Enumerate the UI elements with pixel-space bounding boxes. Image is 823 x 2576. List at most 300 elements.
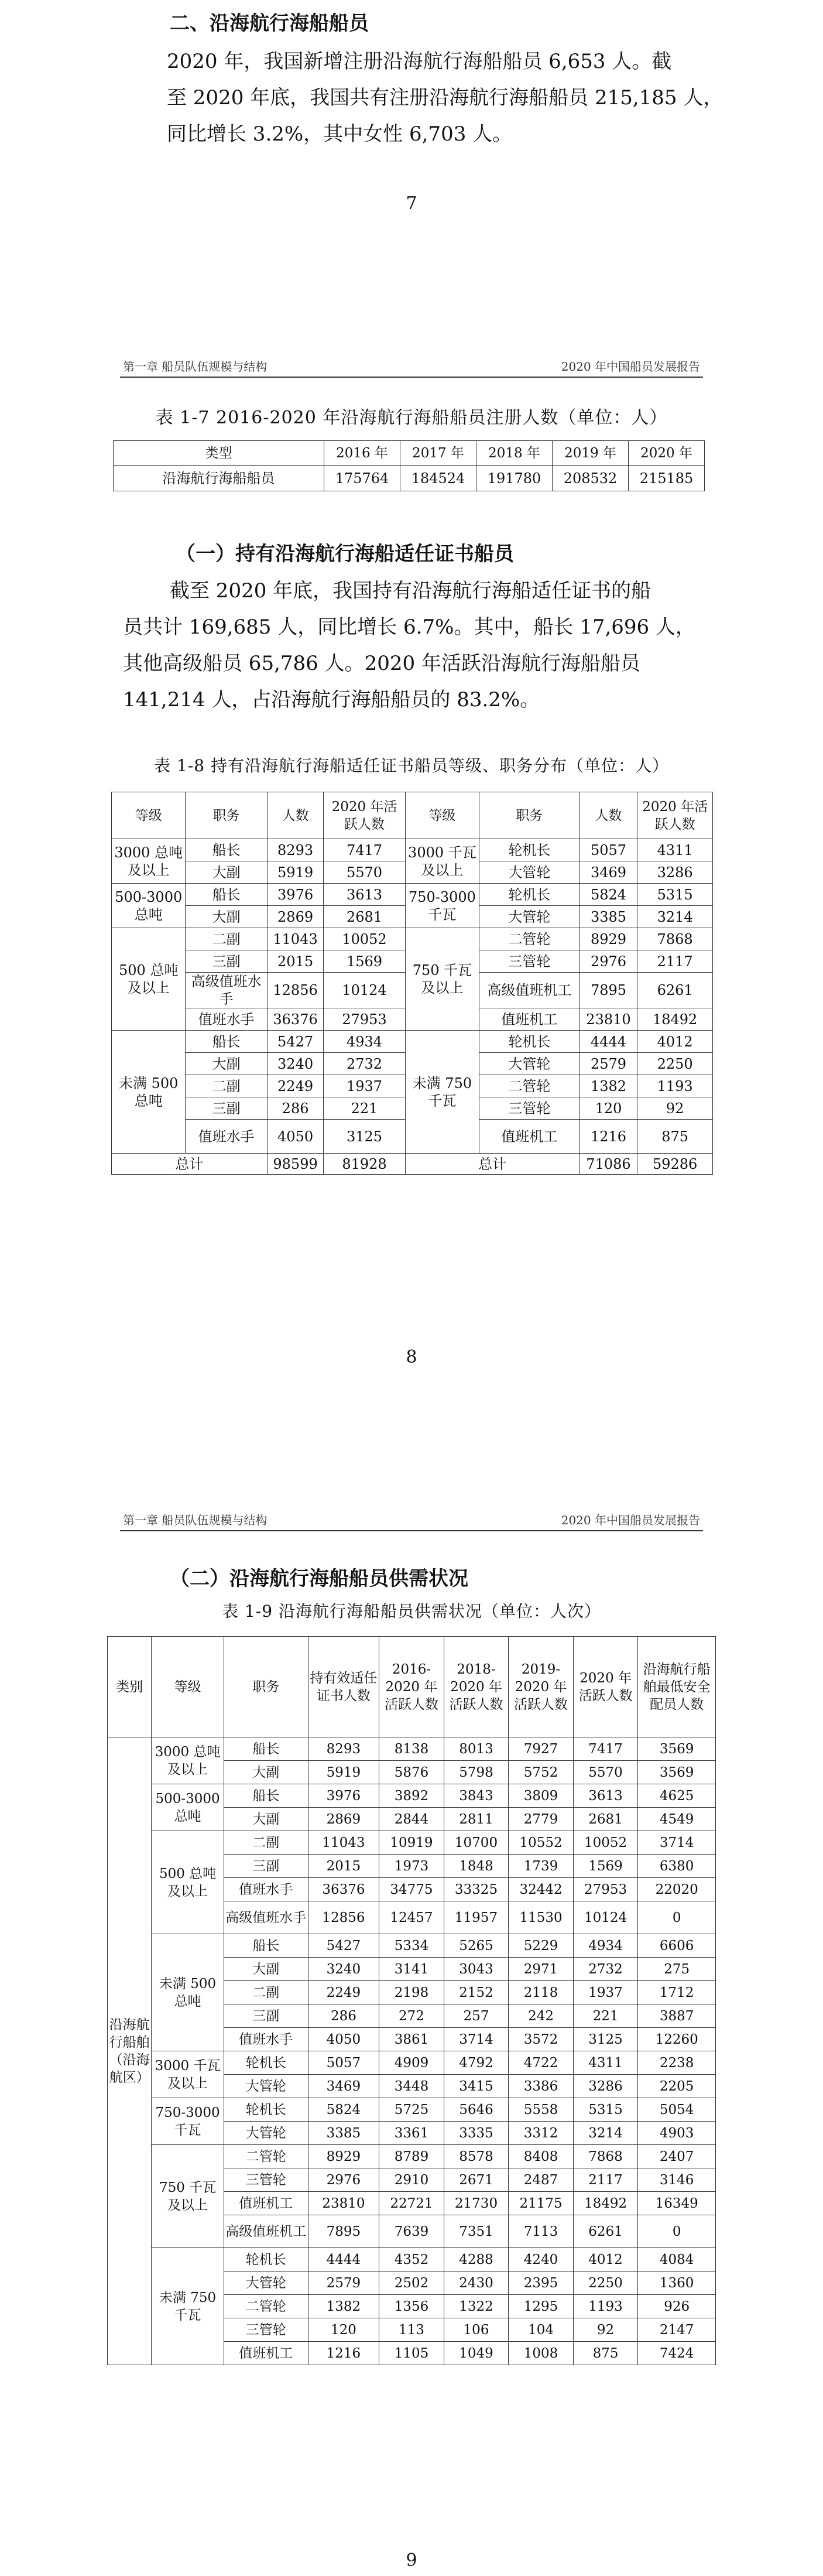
table-header-cell: 职务 [479,792,580,839]
table-cell: 21175 [509,2192,574,2215]
table-cell: 三副 [224,2004,308,2028]
table-cell: 大副 [186,861,267,884]
table-cell: 值班水手 [224,2028,308,2051]
table-cell: 1382 [308,2295,379,2318]
table-cell: 8408 [509,2145,574,2168]
table-cell: 二副 [186,1075,267,1097]
table-cell: 120 [308,2318,379,2342]
table-cell: 4012 [573,2248,638,2271]
table-cell: 2205 [638,2075,716,2098]
table-cell: 7868 [573,2145,638,2168]
table-cell: 36376 [267,1008,323,1031]
table-cell: 值班机工 [224,2192,308,2215]
table-cell: 257 [444,2004,509,2028]
paragraph-line: 同比增长 3.2%，其中女性 6,703 人。 [167,122,513,146]
table-cell: 船长 [224,1737,308,1761]
table-cell: 221 [324,1097,405,1120]
table-cell: 5919 [267,861,323,884]
table-cell: 4444 [579,1031,637,1053]
table-cell: 2487 [509,2168,574,2192]
table-cell: 7868 [637,928,713,950]
table-cell: 大管轮 [479,861,580,884]
table-cell: 高级值班机工 [479,973,580,1008]
table-cell: 二副 [224,1831,308,1855]
table-cell: 值班水手 [186,1120,267,1154]
table-cell: 2976 [579,950,637,973]
table-cell: 1739 [509,1855,574,1878]
table-cell: 1937 [324,1075,405,1097]
table-cell: 3569 [638,1737,716,1761]
table-cell: 5798 [444,1761,509,1784]
grade-cell: 500 总吨及以上 [152,1831,224,1934]
table-cell: 轮机长 [224,2248,308,2271]
sub-heading: （二）沿海航行海船船员供需状况 [170,1567,468,1590]
grade-cell: 未满 750 千瓦 [152,2248,224,2365]
table-cell: 1382 [579,1075,637,1097]
table-cell: 2579 [579,1053,637,1075]
table-header-cell: 等级 [112,792,186,839]
table-cell: 2910 [379,2168,444,2192]
table-cell: 286 [267,1097,323,1120]
table-cell: 2671 [444,2168,509,2192]
table-cell: 12457 [379,1901,444,1934]
table-cell: 1049 [444,2342,509,2365]
table-cell: 2152 [444,1981,509,2004]
table-cell: 113 [379,2318,444,2342]
table-cell: 3861 [379,2028,444,2051]
table-cell: 4311 [637,839,713,861]
table-cell: 22721 [379,2192,444,2215]
page-number: 7 [406,193,417,214]
table-cell: 875 [573,2342,638,2365]
table-1-7 [113,440,705,491]
table-cell: 10052 [573,1831,638,1855]
grade-cell: 500-3000 总吨 [152,1784,224,1831]
table-cell: 三管轮 [479,950,580,973]
paragraph-line: 141,214 人，占沿海航行海船船员的 83.2%。 [123,688,540,711]
table-cell: 值班水手 [224,1878,308,1901]
table-cell: 2249 [267,1075,323,1097]
table-cell: 4288 [444,2248,509,2271]
table-cell: 18492 [637,1008,713,1031]
table-cell: 2869 [267,906,323,928]
table-header-cell: 2016 年 [324,441,400,466]
table-header-cell: 类型 [114,441,324,466]
table-cell: 12260 [638,2028,716,2051]
table-cell: 三副 [186,1097,267,1120]
table-cell: 4625 [638,1784,716,1808]
table-cell: 4050 [308,2028,379,2051]
table-cell: 5315 [573,2098,638,2122]
table-header-cell: 职务 [186,792,267,839]
table-cell: 大管轮 [224,2122,308,2145]
total-cell: 98599 [267,1154,323,1175]
grade-cell: 未满 750 千瓦 [405,1031,479,1154]
table-cell: 5824 [308,2098,379,2122]
table-cell: 8578 [444,2145,509,2168]
table-cell: 3386 [509,2075,574,2098]
table-cell: 4012 [637,1031,713,1053]
table-cell: 8013 [444,1737,509,1761]
table-cell: 3286 [637,861,713,884]
table-cell: 3415 [444,2075,509,2098]
category-cell: 沿海航行船舶（沿海航区） [108,1737,152,2365]
table-cell: 5315 [637,884,713,906]
table-cell: 10919 [379,1831,444,1855]
table-cell: 191780 [476,466,553,491]
table-cell: 92 [573,2318,638,2342]
table-cell: 33325 [444,1878,509,1901]
table-cell: 10124 [324,973,405,1008]
table-cell: 5919 [308,1761,379,1784]
table-cell: 2249 [308,1981,379,2004]
table-cell: 3335 [444,2122,509,2145]
table-cell: 4352 [379,2248,444,2271]
table-cell: 2732 [324,1053,405,1075]
table-1-9 [107,1636,716,2365]
table-cell: 7417 [324,839,405,861]
table-cell: 2238 [638,2051,716,2075]
total-cell: 59286 [637,1154,713,1175]
table-cell: 3240 [308,1958,379,1981]
table-caption: 表 1-8 持有沿海航行海船适任证书船员等级、职务分布（单位：人） [154,756,669,775]
table-cell: 值班机工 [479,1008,580,1031]
table-cell: 11957 [444,1901,509,1934]
grade-cell: 3000 千瓦及以上 [405,839,479,884]
table-cell: 7895 [308,2215,379,2248]
table-header-cell: 类别 [108,1637,152,1737]
table-cell: 值班机工 [224,2342,308,2365]
grade-cell: 750-3000 千瓦 [405,884,479,928]
table-cell: 3809 [509,1784,574,1808]
table-cell: 2407 [638,2145,716,2168]
table-cell: 船长 [224,1934,308,1958]
table-cell: 1105 [379,2342,444,2365]
table-cell: 2811 [444,1808,509,1831]
table-cell: 7424 [638,2342,716,2365]
table-cell: 3569 [638,1761,716,1784]
grade-cell: 500 总吨及以上 [112,928,186,1031]
table-cell: 3613 [573,1784,638,1808]
table-cell: 3361 [379,2122,444,2145]
total-label: 总计 [405,1154,579,1175]
table-cell: 值班机工 [479,1120,580,1154]
table-cell: 22020 [638,1878,716,1901]
grade-cell: 3000 千瓦及以上 [152,2051,224,2098]
table-cell: 4444 [308,2248,379,2271]
table-cell: 2395 [509,2271,574,2295]
table-cell: 272 [379,2004,444,2028]
table-cell: 船长 [186,1031,267,1053]
table-cell: 4311 [573,2051,638,2075]
table-cell: 三管轮 [479,1097,580,1120]
table-header-cell: 等级 [405,792,479,839]
table-cell: 7895 [579,973,637,1008]
page-number: 8 [406,1347,417,1367]
table-cell: 大副 [186,1053,267,1075]
table-cell: 3613 [324,884,405,906]
table-cell: 1193 [573,2295,638,2318]
table-header-cell: 职务 [224,1637,308,1737]
total-cell: 71086 [579,1154,637,1175]
table-cell: 3240 [267,1053,323,1075]
table-header-cell: 2019-2020 年活跃人数 [509,1637,574,1737]
table-cell: 5570 [573,1761,638,1784]
section-paragraph [167,43,752,152]
table-cell: 3448 [379,2075,444,2098]
table-cell: 10552 [509,1831,574,1855]
table-cell: 轮机长 [479,884,580,906]
table-cell: 0 [638,1901,716,1934]
table-cell: 大管轮 [224,2075,308,2098]
table-cell: 3043 [444,1958,509,1981]
grade-cell: 3000 总吨及以上 [152,1737,224,1784]
table-cell: 大管轮 [479,1053,580,1075]
table-cell: 11043 [308,1831,379,1855]
table-cell: 三副 [224,1855,308,1878]
table-cell: 大管轮 [224,2271,308,2295]
table-cell: 2117 [573,2168,638,2192]
sub-heading: （一）持有沿海航行海船适任证书船员 [176,542,514,566]
table-cell: 大副 [224,1958,308,1981]
table-cell: 5570 [324,861,405,884]
table-header-cell: 人数 [579,792,637,839]
table-header-cell: 2019 年 [553,441,629,466]
grade-cell: 500-3000 总吨 [112,884,186,928]
table-cell: 1216 [579,1120,637,1154]
grade-cell: 未满 500 总吨 [152,1934,224,2051]
table-cell: 27953 [324,1008,405,1031]
table-cell: 8138 [379,1737,444,1761]
table-cell: 3843 [444,1784,509,1808]
table-cell: 12856 [308,1901,379,1934]
grade-cell: 3000 总吨及以上 [112,839,186,884]
table-cell: 875 [637,1120,713,1154]
table-cell: 二管轮 [224,2295,308,2318]
table-header-cell: 人数 [267,792,323,839]
table-cell: 轮机长 [479,839,580,861]
table-cell: 4934 [324,1031,405,1053]
table-cell: 3385 [308,2122,379,2145]
table-cell: 7351 [444,2215,509,2248]
table-header-cell: 2016-2020 年活跃人数 [379,1637,444,1737]
table-cell: 1360 [638,2271,716,2295]
table-cell: 5334 [379,1934,444,1958]
table-cell: 5824 [579,884,637,906]
table-header-cell: 2020 年活跃人数 [573,1637,638,1737]
paragraph-line: 员共计 169,685 人，同比增长 6.7%。其中，船长 17,696 人， [123,615,695,639]
grade-cell: 未满 500 总吨 [112,1031,186,1154]
table-cell: 8293 [267,839,323,861]
table-cell: 2117 [637,950,713,973]
table-cell: 3214 [573,2122,638,2145]
table-cell: 221 [573,2004,638,2028]
total-cell: 81928 [324,1154,405,1175]
table-cell: 1193 [637,1075,713,1097]
table-cell: 轮机长 [224,2098,308,2122]
table-cell: 8293 [308,1737,379,1761]
table-cell: 3469 [579,861,637,884]
table-cell: 23810 [308,2192,379,2215]
paragraph-line: 其他高级船员 65,786 人。2020 年活跃沿海航行海船船员 [123,652,640,675]
table-cell: 3976 [267,884,323,906]
table-cell: 4722 [509,2051,574,2075]
table-cell: 3146 [638,2168,716,2192]
table-cell: 1569 [573,1855,638,1878]
table-cell: 8929 [579,928,637,950]
table-cell: 3892 [379,1784,444,1808]
table-cell: 3887 [638,2004,716,2028]
table-cell: 286 [308,2004,379,2028]
table-cell: 2681 [573,1808,638,1831]
table-cell: 16349 [638,2192,716,2215]
table-cell: 1295 [509,2295,574,2318]
table-cell: 高级值班水手 [186,973,267,1008]
running-header-right: 2020 年中国船员发展报告 [561,360,700,374]
table-header-cell: 2018-2020 年活跃人数 [444,1637,509,1737]
table-cell: 大副 [224,1808,308,1831]
table-cell: 三副 [186,950,267,973]
table-cell: 1848 [444,1855,509,1878]
table-header-cell: 沿海航行船舶最低安全配员人数 [638,1637,716,1737]
paragraph-line: 截至 2020 年底，我国持有沿海航行海船适任证书的船 [170,579,651,603]
table-cell: 3125 [324,1120,405,1154]
table-cell: 2779 [509,1808,574,1831]
table-cell: 5057 [579,839,637,861]
table-cell: 32442 [509,1878,574,1901]
table-cell: 926 [638,2295,716,2318]
table-cell: 高级值班水手 [224,1901,308,1934]
table-cell: 11043 [267,928,323,950]
table-cell: 1937 [573,1981,638,2004]
table-cell: 3385 [579,906,637,928]
header-rule [120,377,703,378]
table-cell: 175764 [324,466,400,491]
table-cell: 5265 [444,1934,509,1958]
table-cell: 10052 [324,928,405,950]
total-label: 总计 [112,1154,268,1175]
table-cell: 2844 [379,1808,444,1831]
table-cell: 27953 [573,1878,638,1901]
table-cell: 二管轮 [479,1075,580,1097]
table-cell: 2147 [638,2318,716,2342]
table-cell: 1712 [638,1981,716,2004]
table-header-cell: 2020 年活跃人数 [637,792,713,839]
table-cell: 1569 [324,950,405,973]
table-cell: 8789 [379,2145,444,2168]
table-cell: 1008 [509,2342,574,2365]
page-number: 9 [406,2550,417,2571]
table-cell: 3714 [444,2028,509,2051]
table-cell: 4084 [638,2248,716,2271]
table-header-cell: 2018 年 [476,441,553,466]
table-cell: 275 [638,1958,716,1981]
grade-cell: 750 千瓦及以上 [152,2145,224,2248]
table-cell: 7639 [379,2215,444,2248]
running-header-right: 2020 年中国船员发展报告 [561,1513,700,1527]
table-cell: 3572 [509,2028,574,2051]
table-cell: 2198 [379,1981,444,2004]
table-cell: 34775 [379,1878,444,1901]
table-cell: 船长 [224,1784,308,1808]
table-cell: 5057 [308,2051,379,2075]
table-cell: 沿海航行海船船员 [114,466,324,491]
table-header-cell: 2020 年活跃人数 [324,792,405,839]
table-cell: 轮机长 [224,2051,308,2075]
table-cell: 船长 [186,839,267,861]
table-cell: 高级值班机工 [224,2215,308,2248]
table-cell: 4549 [638,1808,716,1831]
table-cell: 2015 [267,950,323,973]
table-cell: 7113 [509,2215,574,2248]
table-cell: 5725 [379,2098,444,2122]
table-cell: 3312 [509,2122,574,2145]
table-cell: 8929 [308,2145,379,2168]
table-cell: 5427 [308,1934,379,1958]
table-cell: 5752 [509,1761,574,1784]
table-cell: 7417 [573,1737,638,1761]
table-cell: 2869 [308,1808,379,1831]
table-cell: 2250 [637,1053,713,1075]
table-cell: 船长 [186,884,267,906]
section-heading: 二、沿海航行海船船员 [170,12,369,35]
table-cell: 3286 [573,2075,638,2098]
table-cell: 3469 [308,2075,379,2098]
table-cell: 12856 [267,973,323,1008]
table-cell: 2250 [573,2271,638,2295]
table-cell: 大副 [186,906,267,928]
table-cell: 11530 [509,1901,574,1934]
table-cell: 18492 [573,2192,638,2215]
table-cell: 2015 [308,1855,379,1878]
table-cell: 7927 [509,1737,574,1761]
table-cell: 4792 [444,2051,509,2075]
table-cell: 6380 [638,1855,716,1878]
table-cell: 208532 [553,466,629,491]
table-cell: 二管轮 [479,928,580,950]
running-header-left: 第一章 船员队伍规模与结构 [123,360,268,374]
table-cell: 6261 [573,2215,638,2248]
table-cell: 23810 [579,1008,637,1031]
sub-paragraph [123,573,708,718]
table-cell: 104 [509,2318,574,2342]
table-cell: 1322 [444,2295,509,2318]
table-cell: 值班水手 [186,1008,267,1031]
table-cell: 二管轮 [224,2145,308,2168]
table-cell: 242 [509,2004,574,2028]
table-cell: 215185 [629,466,705,491]
table-cell: 21730 [444,2192,509,2215]
table-header-cell: 2017 年 [400,441,476,466]
paragraph-line: 2020 年，我国新增注册沿海航行海船船员 6,653 人。截 [167,50,672,73]
paragraph-line: 至 2020 年底，我国共有注册沿海航行海船船员 215,185 人， [167,86,723,110]
table-cell: 2502 [379,2271,444,2295]
table-cell: 二副 [224,1981,308,2004]
table-cell: 1356 [379,2295,444,2318]
table-cell: 0 [638,2215,716,2248]
table-cell: 2118 [509,1981,574,2004]
table-cell: 轮机长 [479,1031,580,1053]
grade-cell: 750 千瓦及以上 [405,928,479,1031]
table-cell: 2732 [573,1958,638,1981]
table-cell: 3714 [638,1831,716,1855]
table-cell: 3141 [379,1958,444,1981]
table-cell: 5427 [267,1031,323,1053]
table-cell: 10700 [444,1831,509,1855]
table-cell: 5646 [444,2098,509,2122]
table-cell: 3125 [573,2028,638,2051]
table-cell: 92 [637,1097,713,1120]
